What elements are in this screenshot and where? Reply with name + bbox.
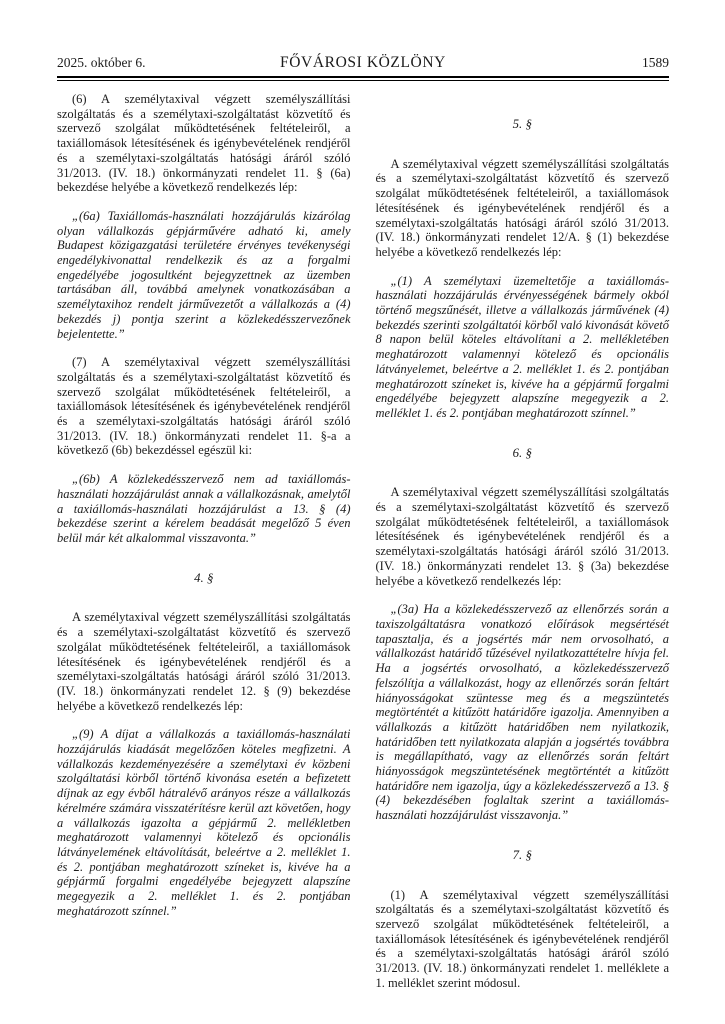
header-row bbox=[57, 54, 669, 72]
two-column-body bbox=[57, 92, 669, 1004]
page-number: 1589 bbox=[642, 55, 669, 70]
section-heading: 7. § bbox=[512, 847, 532, 862]
paragraph: A személytaxival végzett személyszállítási szolgáltatás és a személytaxi-szolgáltatást közvetítő és szervező szolgálat működtetésének feltételeiről, a taxiállomások létesítésének és igénybevételének rendjéről és a személytaxi-szolgáltatás hatósági áráról szóló 31/2013. (IV. 18.) önkormányzati rendelet 12. § (9) bekezdése helyébe a következő rendelkezés lép: bbox=[57, 610, 351, 713]
quoted-provision: „(1) A személytaxi üzemeltetője a taxiállomás-használati hozzájárulás érvényességének bármely okból történő megszűnését, illetve a vállalkozás járművének (4) bekezdés szerinti szolgáltatói körből való kivonását követő 8 napon belül köteles eltávolítani a 2. mellékletében meghatározott valamennyi kötelező és opcionális látványelemet, beleértve a 2. melléklet 1. és 2. pontjában meghatározott színeket is, kivéve ha a gépjármű forgalmi engedélyébe bejegyzett alapszíne megegyezik a 2. melléklet 1. és 2. pontjában meghatározott színnel.” bbox=[375, 273, 669, 420]
left-column bbox=[57, 92, 351, 1004]
paragraph: (7) A személytaxival végzett személyszállítási szolgáltatás és a személytaxi-szolgáltatást közvetítő és szervező szolgálat működtetésének feltételeiről, a taxiállomások létesítésének és igénybevételének rendjéről és a személytaxi-szolgáltatás hatósági áráról szóló 31/2013. (IV. 18.) önkormányzati rendelet 11. §-a a következő (6b) bekezdéssel egészül ki: bbox=[57, 355, 351, 458]
quoted-provision: „(6b) A közlekedésszervező nem ad taxiállomás-használati hozzájárulást annak a vállalkozásnak, amelytől a taxiállomás-használati hozzájárulást a 13. § (4) bekezdése szerint a kérelem beadását megelőző 5 éven belül már két alkalommal visszavonta.” bbox=[57, 472, 351, 545]
gazette-title: FŐVÁROSI KÖZLÖNY bbox=[280, 54, 446, 71]
quoted-provision: „(9) A díjat a vállalkozás a taxiállomás-használati hozzájárulás kiadását megelőzően köteles megfizetni. A vállalkozás kezdeményezésére a személytaxi év közbeni szolgáltatási körből történő kivonása esetén a befizetett díjnak az egy évből hátralévő arányos része a vállalkozás kérelmére számára visszatérítésre kerül azt követően, hogy a vállalkozás igazolta a gépjármű 2. mellékletben meghatározott valamennyi kötelező és opcionális látványelemének eltávolítását, beleértve a 2. melléklet 1. és 2. pontjában meghatározott színeket is, kivéve ha a gépjármű forgalmi engedélyébe bejegyzett alapszíne megegyezik a 2. melléklet 1. és 2. pontjában meghatározott színnel.” bbox=[57, 727, 351, 918]
quoted-provision: „(3a) Ha a közlekedésszervező az ellenőrzés során a taxiszolgáltatásra vonatkozó előírások megsértését tapasztalja, és a jogsértés már nem orvosolható, a vállalkozást határidő tűzésével nyilatkozattételre hívja fel. Ha a jogsértés orvosolható, a közlekedésszervező felszólítja a vállalkozást, hogy az ellenőrzés során feltárt hiányosságokat szüntesse meg és a megszüntetés megtörténtét a kitűzött határidőre igazolja. Amennyiben a vállalkozás a kitűzött határidőben nem nyilatkozik, határidőben tett nyilatkozata alapján a jogsértés továbbra is megállapítható, vagy az ellenőrzés során feltárt hiányosságok megszüntetésének megtörténtét a kitűzött határidőre nem igazolja, úgy a közlekedésszervező a 13. § (4) bekezdésében foglaltak szerint a taxiállomás-használati hozzájárulást visszavonja.” bbox=[375, 602, 669, 823]
header-divider-rule bbox=[57, 76, 669, 81]
right-column bbox=[376, 92, 670, 1004]
section-heading: 5. § bbox=[512, 117, 532, 131]
issue-date: 2025. október 6. bbox=[57, 55, 146, 70]
page-header bbox=[57, 54, 669, 81]
paragraph: (6) A személytaxival végzett személyszállítási szolgáltatás és a személytaxi-szolgáltatást közvetítő és szervező szolgálat működtetésének feltételeiről, a taxiállomások létesítésének és igénybevételének rendjéről és a személytaxi-szolgáltatás hatósági áráról szóló 31/2013. (IV. 18.) önkormányzati rendelet 11. § (6a) bekezdése helyébe a következő rendelkezés lép: bbox=[57, 92, 351, 195]
section-heading: 6. § bbox=[512, 445, 532, 460]
quoted-provision: „(6a) Taxiállomás-használati hozzájárulás kizárólag olyan vállalkozás gépjárművére adható ki, amely Budapest közigazgatási területére érvényes tevékenységi engedélykivonattal rendelkezik és az a forgalmi engedélyébe jogosultként bejegyzettnek az üzemben tartásában áll, továbbá amelynek vonatkozásában a személytaxihoz rendelt járművezetőt a vállalkozás a (4) bekezdés j) pontja szerint a közlekedésszervezőnek bejelentette.” bbox=[57, 208, 351, 341]
paragraph: (1) A személytaxival végzett személyszállítási szolgáltatás és a személytaxi-szolgáltatást közvetítő és szervező szolgálat működtetésének feltételeiről, a taxiállomások létesítésének és igénybevételének rendjéről és a személytaxi-szolgáltatás hatósági áráról szóló 31/2013. (IV. 18.) önkormányzati rendelet 1. melléklete a 1. melléklet szerint módosul. bbox=[375, 887, 669, 990]
section-heading: 4. § bbox=[194, 570, 214, 585]
paragraph: A személytaxival végzett személyszállítási szolgáltatás és a személytaxi-szolgáltatást közvetítő és szervező szolgálat működtetésének feltételeiről, a taxiállomások létesítésének és igénybevételének rendjéről és a személytaxi-szolgáltatás hatósági áráról szóló 31/2013. (IV. 18.) önkormányzati rendelet 13. § (3a) bekezdése helyébe a következő rendelkezés lép: bbox=[375, 485, 669, 588]
paragraph: A személytaxival végzett személyszállítási szolgáltatás és a személytaxi-szolgáltatást közvetítő és szervező szolgálat működtetésének feltételeiről, a taxiállomások létesítésének és igénybevételének rendjéről és a személytaxi-szolgáltatás hatósági áráról szóló 31/2013. (IV. 18.) önkormányzati rendelet 12/A. § (1) bekezdése helyébe a következő rendelkezés lép: bbox=[375, 156, 669, 259]
